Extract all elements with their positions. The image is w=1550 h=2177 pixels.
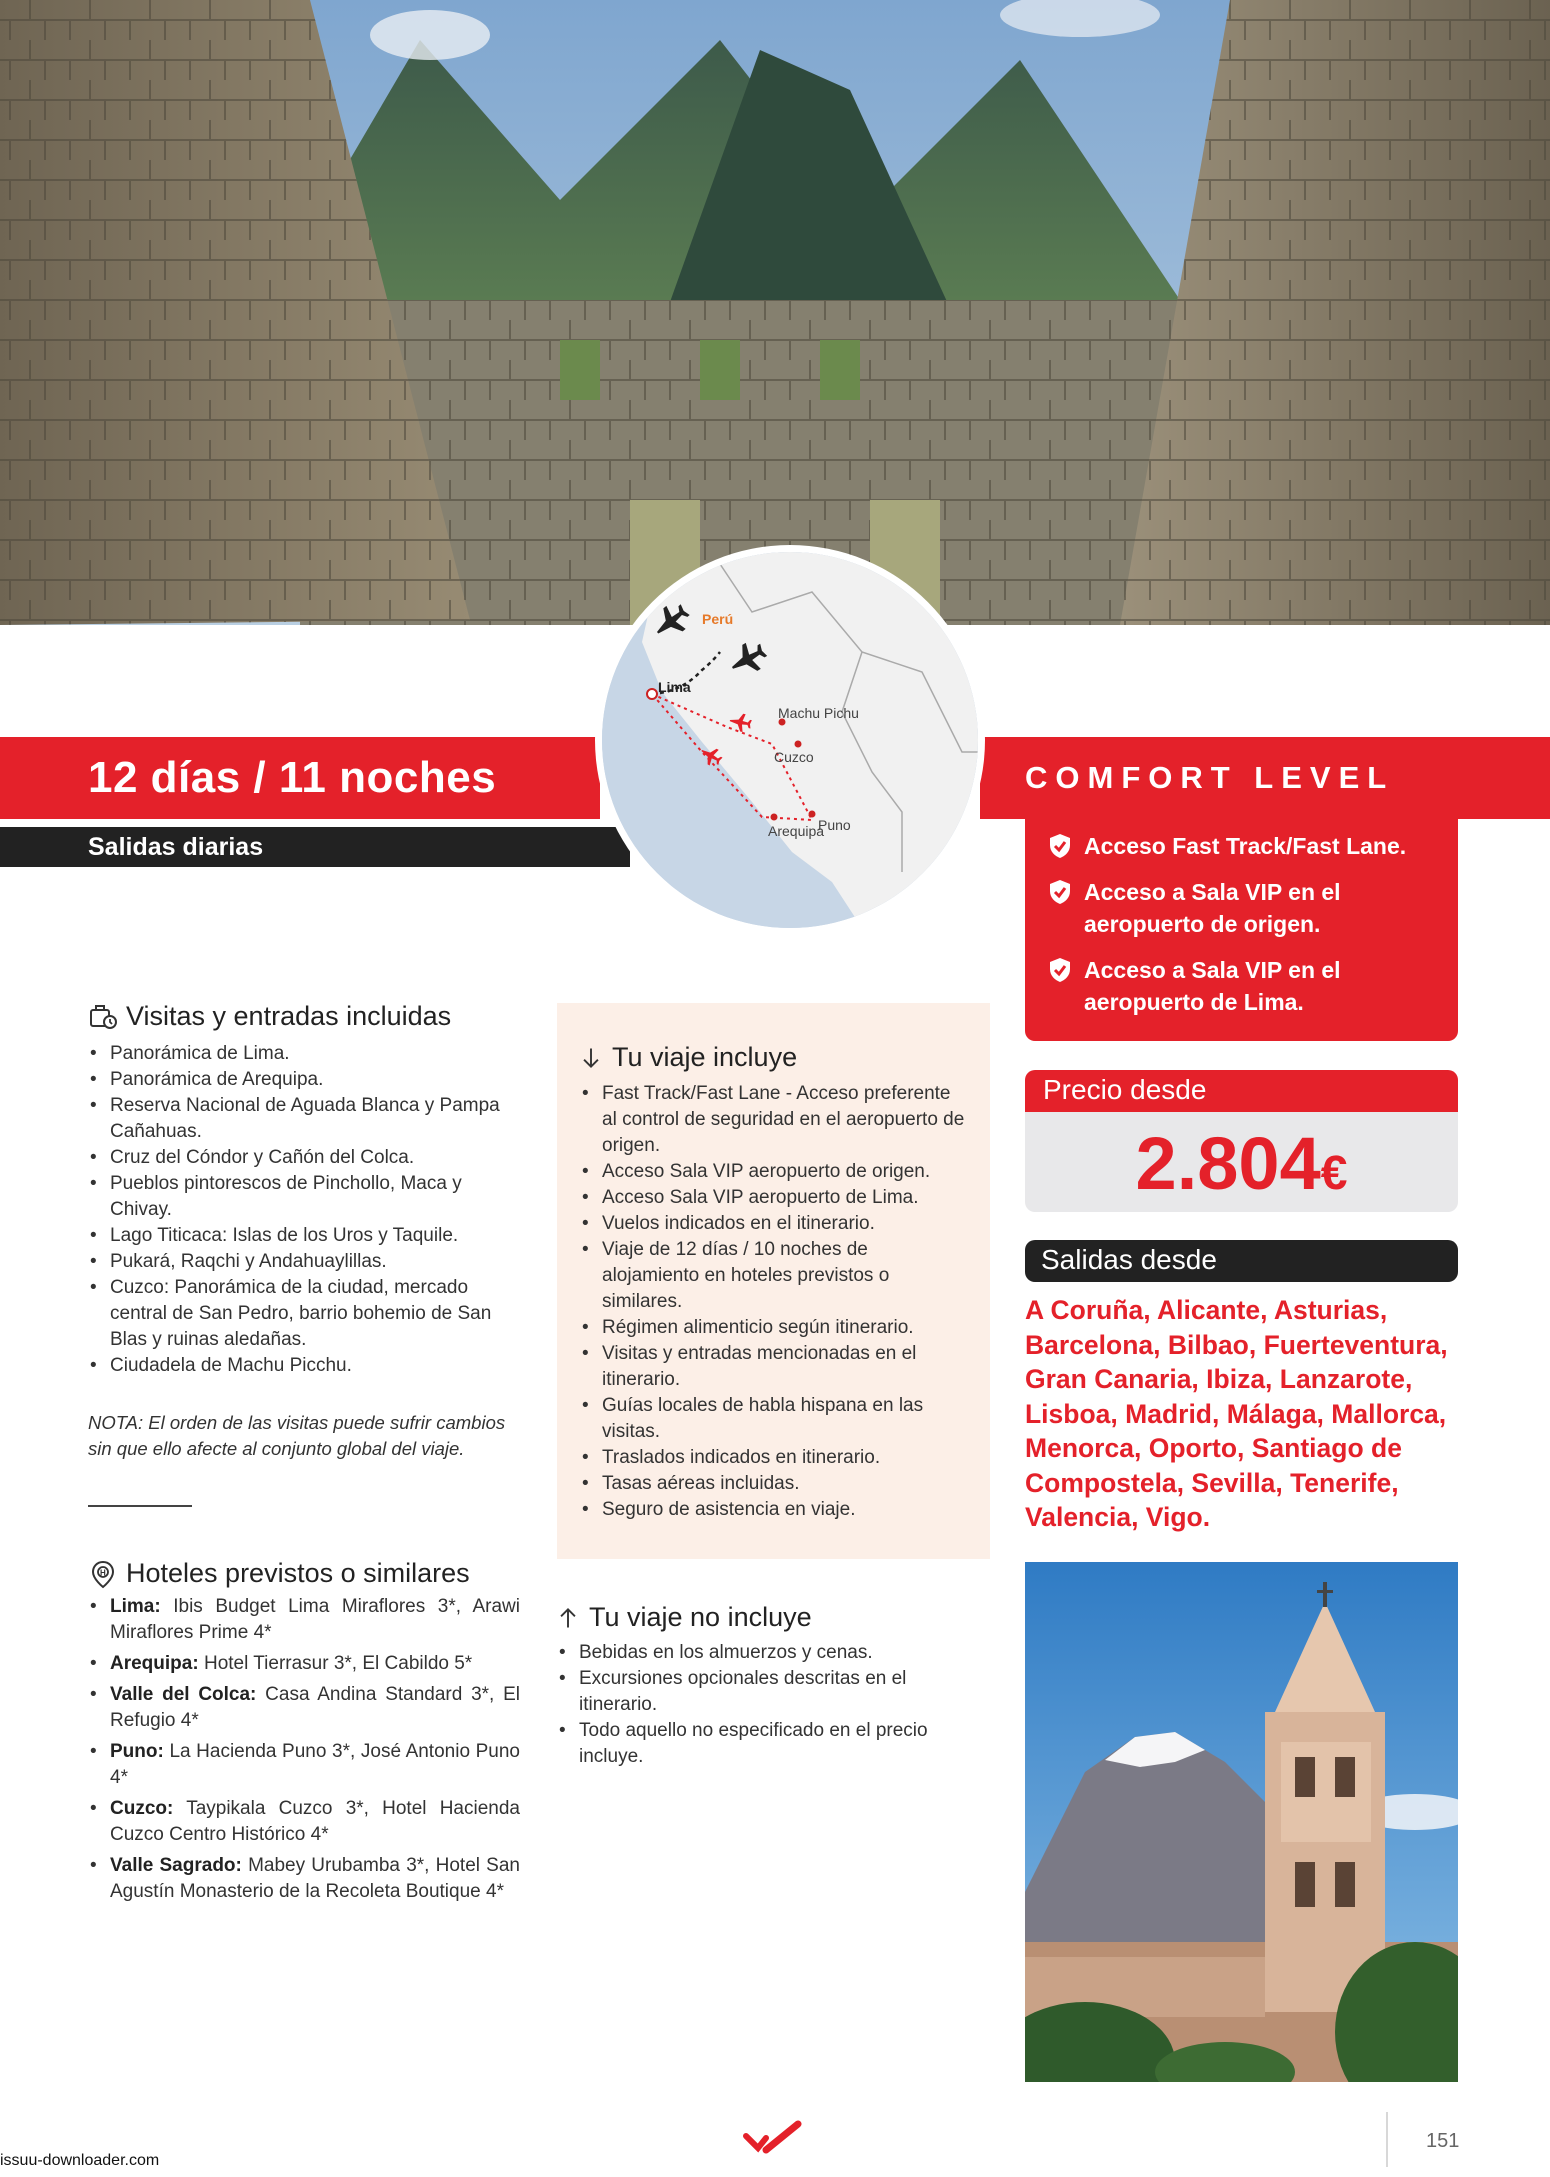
visits-list — [88, 1041, 528, 1379]
excludes-list — [557, 1640, 977, 1770]
departures-label: Salidas desde — [1025, 1240, 1458, 1282]
list-item: • Acceso Sala VIP aeropuerto de Lima. — [580, 1185, 970, 1211]
list-item: • Seguro de asistencia en viaje. — [580, 1497, 970, 1523]
comfort-item — [1048, 830, 1448, 862]
list-item: • Guías locales de habla hispana en las visitas. — [580, 1393, 970, 1445]
comfort-item — [1048, 954, 1448, 1018]
list-item — [88, 1853, 520, 1905]
hotels-title: Hoteles previstos o similares — [126, 1558, 470, 1588]
excludes-title-row — [555, 1602, 812, 1633]
price-amount: 2.804 — [1135, 1122, 1321, 1205]
map-city-label: Cuzco — [774, 749, 814, 765]
footer-divider — [1386, 2112, 1388, 2167]
list-item: • Reserva Nacional de Aguada Blanca y Pampa Cañahuas. — [88, 1093, 528, 1145]
list-item: • Todo aquello no especificado en el precio incluye. — [557, 1718, 977, 1770]
comfort-item-label: Acceso Fast Track/Fast Lane. — [1084, 833, 1407, 859]
hotel-names: Ibis Budget Lima Miraflores 3*, Arawi Miraflores Prime 4* — [110, 1596, 521, 1643]
page-number: 151 — [1426, 2130, 1460, 2152]
list-item: • Tasas aéreas incluidas. — [580, 1471, 970, 1497]
visits-note: NOTA: El orden de las visitas puede sufrir cambios sin que ello afecte al conjunto global del viaje. — [88, 1412, 506, 1459]
departures-note: Salidas diarias — [88, 833, 264, 861]
arequipa-cathedral-photo — [1025, 1562, 1458, 2082]
list-item: • Cuzco: Panorámica de la ciudad, mercado central de San Pedro, barrio bohemio de San Blas y ruinas aledañas. — [88, 1275, 528, 1353]
hotel-names: La Hacienda Puno 3*, José Antonio Puno 4* — [110, 1741, 520, 1788]
list-item — [88, 1594, 520, 1646]
list-item — [88, 1796, 520, 1848]
duration-title: 12 días / 11 noches — [88, 753, 497, 802]
hotel-names: Hotel Tierrasur 3*, El Cabildo 5* — [203, 1653, 473, 1674]
comfort-item — [1048, 876, 1448, 940]
hotel-city: Lima: — [110, 1596, 161, 1617]
map-pin-icon — [88, 1559, 118, 1589]
shield-check-icon — [1048, 957, 1072, 983]
list-item: • Acceso Sala VIP aeropuerto de origen. — [580, 1159, 970, 1185]
list-item — [88, 1682, 520, 1734]
tickets-icon — [88, 1002, 118, 1032]
list-item — [88, 1739, 520, 1791]
hotel-city: Puno: — [110, 1741, 164, 1762]
list-item: • Vuelos indicados en el itinerario. — [580, 1211, 970, 1237]
comfort-title: COMFORT LEVEL — [1025, 760, 1395, 795]
map-city-label: Machu Pichu — [778, 705, 859, 721]
includes-title-row — [578, 1042, 797, 1073]
price-currency: € — [1320, 1147, 1348, 1200]
brand-logo-icon — [742, 2120, 804, 2158]
list-item: • Excursiones opcionales descritas en el itinerario. — [557, 1666, 977, 1718]
price-value — [1025, 1122, 1458, 1213]
hotel-city: Cuzco: — [110, 1798, 174, 1819]
hotel-names: Taypikala Cuzco 3*, Hotel Hacienda Cuzco Centro Histórico 4* — [110, 1798, 520, 1845]
excludes-title: Tu viaje no incluye — [589, 1602, 812, 1632]
hotel-city: Valle Sagrado: — [110, 1855, 242, 1876]
list-item: • Visitas y entradas mencionadas en el itinerario. — [580, 1341, 970, 1393]
hotel-city: Arequipa: — [110, 1653, 199, 1674]
svg-text:H: H — [100, 1568, 106, 1577]
list-item: • Ciudadela de Machu Picchu. — [88, 1353, 528, 1379]
source-credit: issuu-downloader.com — [0, 2152, 160, 2169]
hotel-names: Casa Andina Standard 3*, El Refugio 4* — [110, 1684, 520, 1731]
list-item: • Cruz del Cóndor y Cañón del Colca. — [88, 1145, 528, 1171]
comfort-item-label: Acceso a Sala VIP en el aeropuerto de origen. — [1084, 879, 1341, 937]
list-item: • Régimen alimenticio según itinerario. — [580, 1315, 970, 1341]
route-map — [602, 552, 978, 928]
list-item: • Lago Titicaca: Islas de los Uros y Taquile. — [88, 1223, 528, 1249]
arrow-up-icon — [555, 1603, 581, 1633]
map-city-label: Arequipa — [768, 823, 825, 839]
list-item: • Bebidas en los almuerzos y cenas. — [557, 1640, 977, 1666]
hero-image — [0, 0, 1550, 625]
list-item: • Fast Track/Fast Lane - Acceso preferente al control de seguridad en el aeropuerto de origen. — [580, 1081, 970, 1159]
visits-title: Visitas y entradas incluidas — [126, 1001, 452, 1031]
arrow-down-icon — [578, 1043, 604, 1073]
hotel-city: Valle del Colca: — [110, 1684, 257, 1705]
includes-title: Tu viaje incluye — [612, 1042, 798, 1072]
list-item: • Viaje de 12 días / 10 noches de alojamiento en hoteles previstos o similares. — [580, 1237, 970, 1315]
comfort-item-label: Acceso a Sala VIP en el aeropuerto de Lima. — [1084, 957, 1341, 1015]
list-item: • Panorámica de Arequipa. — [88, 1067, 528, 1093]
list-item: • Pukará, Raqchi y Andahuaylillas. — [88, 1249, 528, 1275]
hotel-names: Mabey Urubamba 3*, Hotel San Agustín Monasterio de la Recoleta Boutique 4* — [110, 1855, 520, 1902]
departures-cities: A Coruña, Alicante, Asturias, Barcelona, Bilbao, Fuerteventura, Gran Canaria, Ibiza, Lanzarote, Lisboa, Madrid, Málaga, Mallorca, Menorca, Oporto, Santiago de Compostela, Sevilla, Tenerife, Valencia, Vigo. — [1025, 1295, 1448, 1532]
hotels-list — [88, 1594, 520, 1910]
list-item: • Traslados indicados en itinerario. — [580, 1445, 970, 1471]
includes-list — [580, 1081, 970, 1523]
list-item: • Pueblos pintorescos de Pinchollo, Maca y Chivay. — [88, 1171, 528, 1223]
visits-title-row — [88, 1001, 451, 1032]
shield-check-icon — [1048, 879, 1072, 905]
map-city-label: Lima — [658, 679, 691, 695]
map-country-label: Perú — [702, 611, 734, 627]
map-city-label: Puno — [818, 817, 851, 833]
hotels-title-row — [88, 1558, 470, 1589]
list-item: • Panorámica de Lima. — [88, 1041, 528, 1067]
shield-check-icon — [1048, 833, 1072, 859]
price-label: Precio desde — [1025, 1070, 1458, 1112]
divider — [88, 1505, 192, 1507]
list-item — [88, 1651, 520, 1677]
